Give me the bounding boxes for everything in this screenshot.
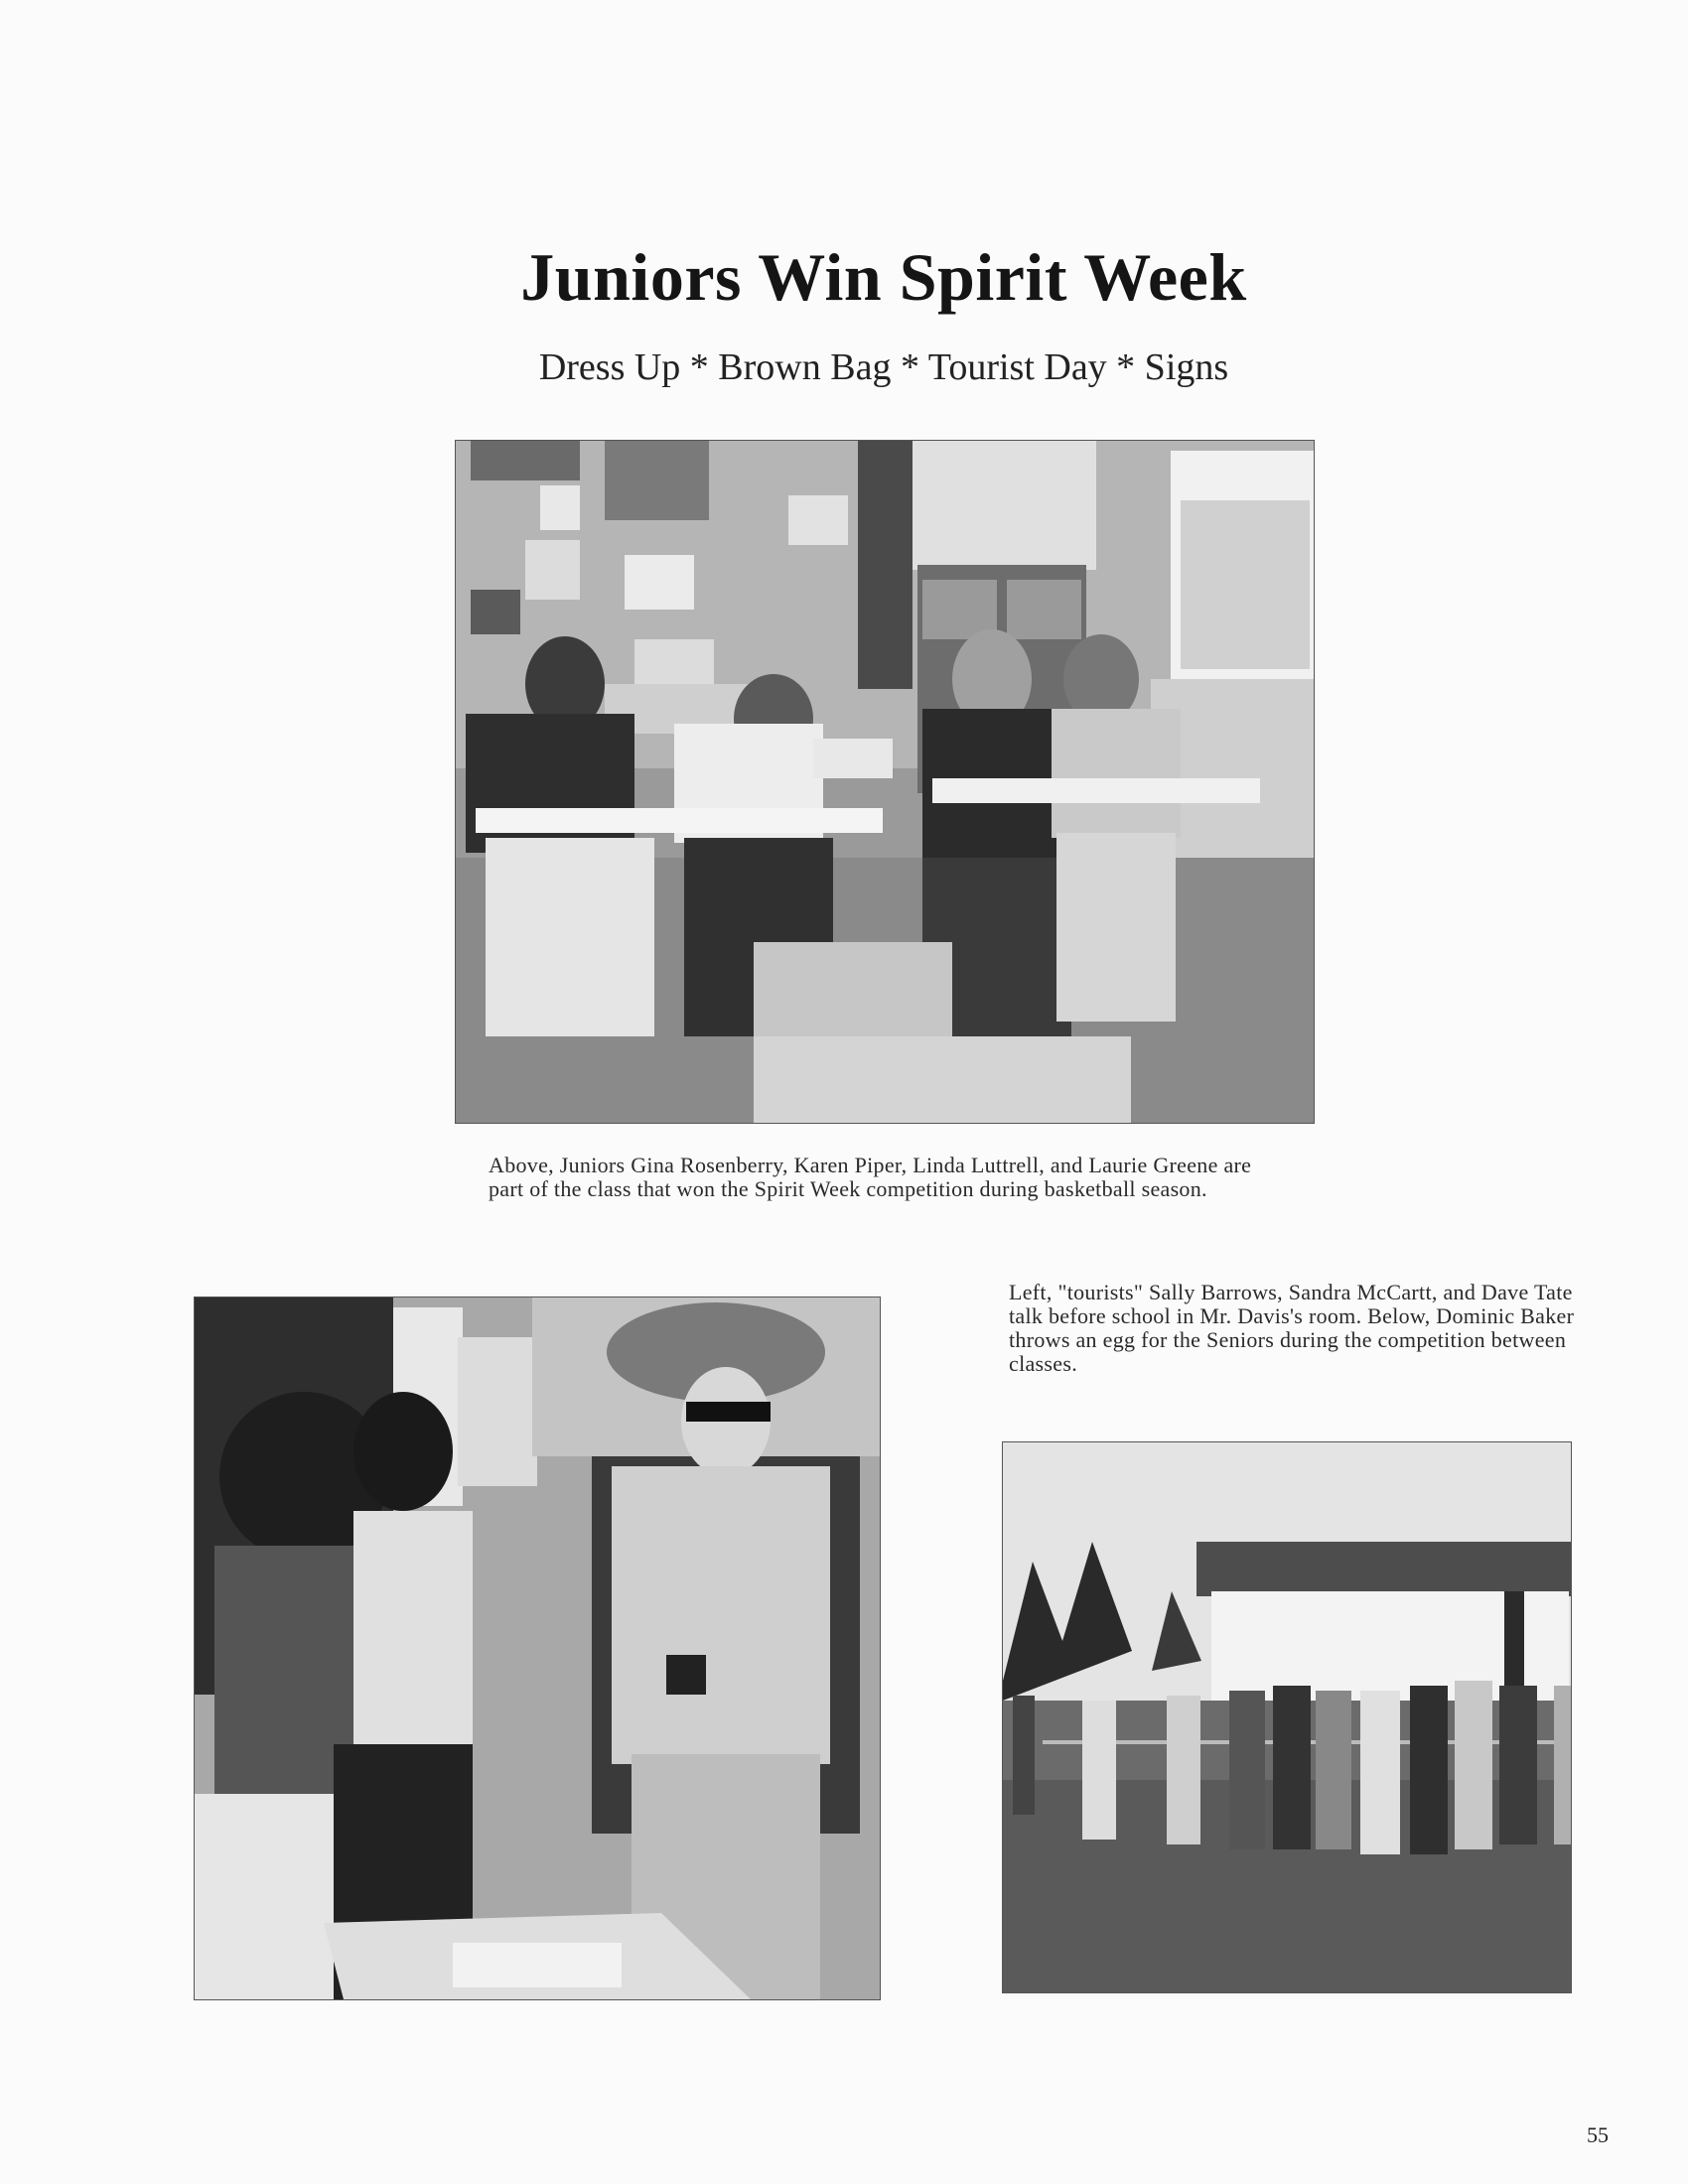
top-photo-caption: Above, Juniors Gina Rosenberry, Karen Piper, Linda Luttrell, and Laurie Greene are part of the class that won the Spirit Week competition during basketball season.: [489, 1153, 1252, 1201]
egg-throw-photo: [1002, 1441, 1572, 1993]
page-title: Juniors Win Spirit Week: [520, 239, 1247, 315]
tourists-photo: [194, 1297, 881, 2000]
right-photo-caption: Left, "tourists" Sally Barrows, Sandra McCartt, and Dave Tate talk before school in Mr. Davis's room. Below, Dominic Baker throws an egg for the Seniors during the competition between classes.: [1009, 1280, 1575, 1376]
page-subtitle: Dress Up * Brown Bag * Tourist Day * Signs: [538, 346, 1229, 388]
page-number: 55: [1587, 2122, 1609, 2147]
classroom-photo: [455, 440, 1315, 1124]
